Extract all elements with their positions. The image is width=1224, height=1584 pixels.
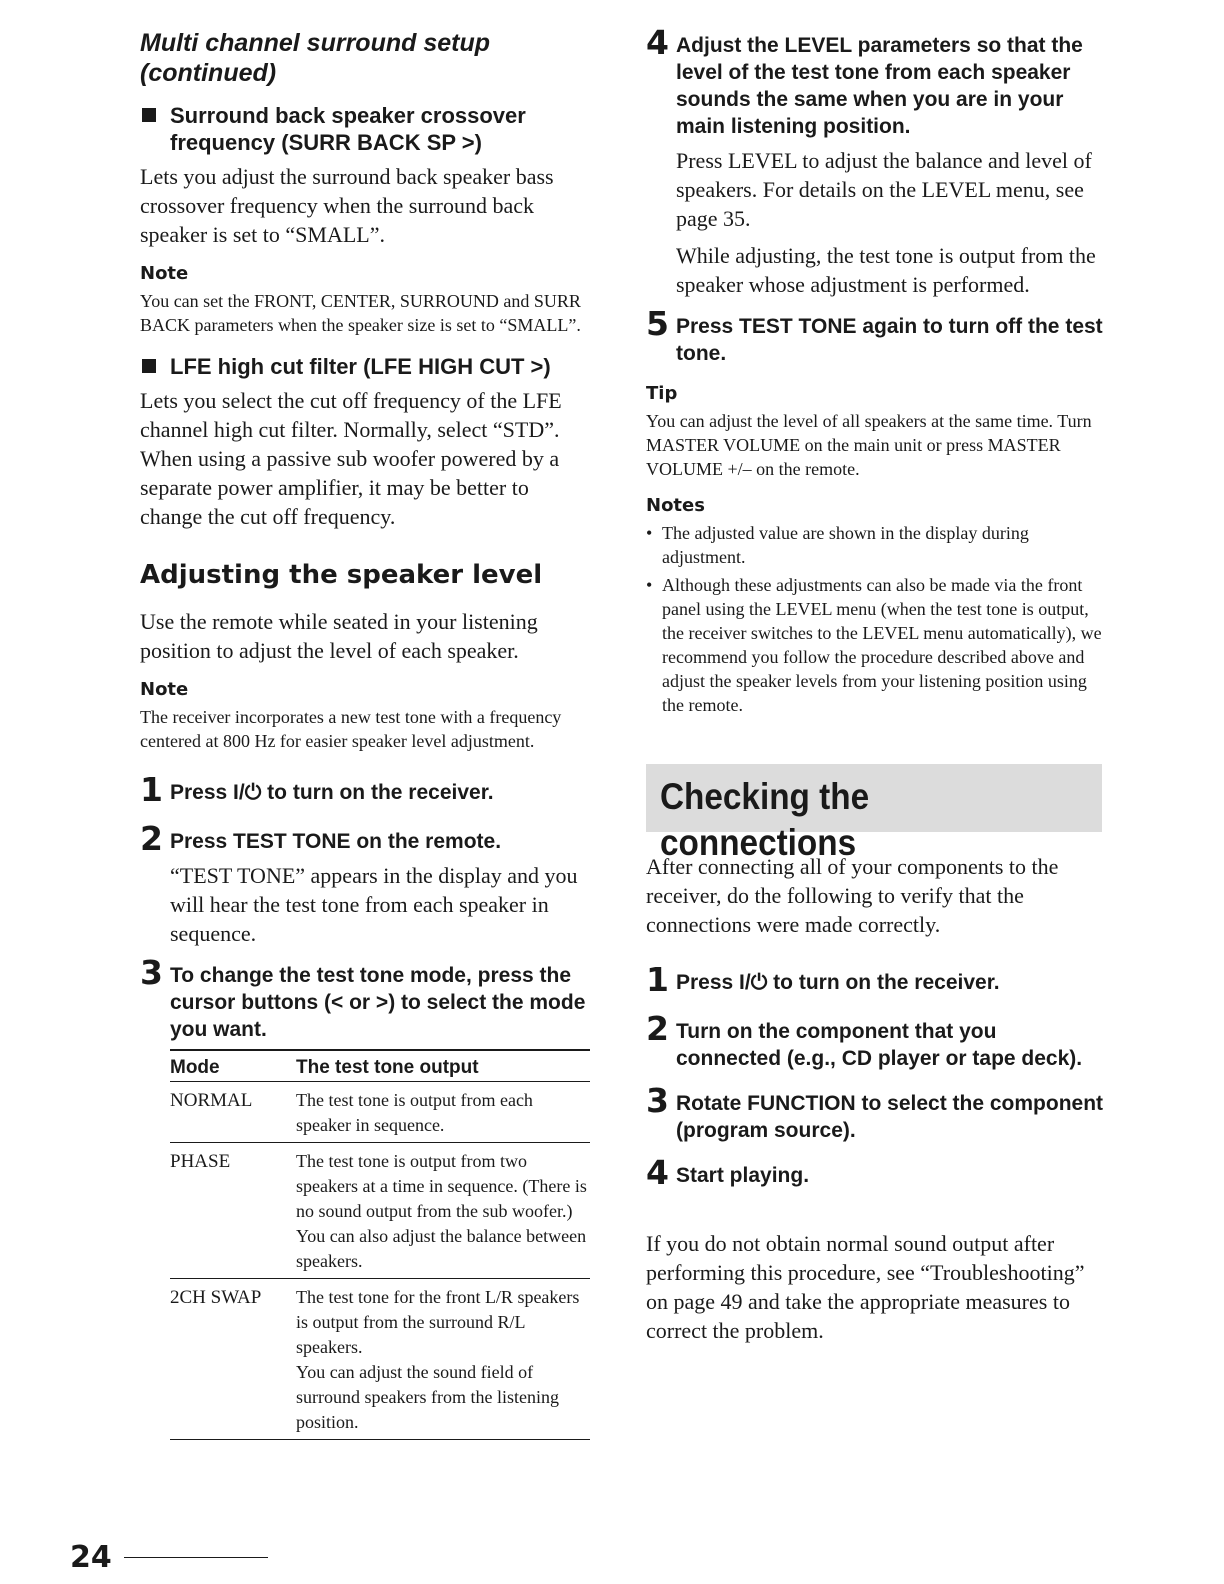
step-text: Adjust the LEVEL parameters so that the level of the test tone from each speaker sounds the same when you are in your main listening position. bbox=[676, 34, 1083, 138]
step-5 bbox=[646, 304, 1106, 367]
mode-cell: PHASE bbox=[170, 1143, 296, 1279]
page-rule bbox=[124, 1557, 268, 1558]
step-text: Press TEST TONE on the remote. bbox=[170, 830, 502, 853]
right-column bbox=[646, 23, 1106, 721]
closing-text: If you do not obtain normal sound output after performing this procedure, see “Troubleshooting” on page 49 and take the appropriate measures to correct the problem. bbox=[646, 1231, 1085, 1343]
output-desc: The test tone is output from each speaker in sequence. bbox=[296, 1090, 533, 1135]
step-4-body-2: While adjusting, the test tone is output from the speaker whose adjustment is performed. bbox=[676, 243, 1096, 297]
tip-text: You can adjust the level of all speakers at the same time. Turn MASTER VOLUME on the main unit or press MASTER VOLUME +/– on the remote. bbox=[646, 411, 1092, 479]
step-number: 5 bbox=[646, 304, 669, 343]
speaker-level-note: The receiver incorporates a new test tone with a frequency centered at 800 Hz for easier speaker level adjustment. bbox=[140, 707, 562, 751]
surr-back-heading-text: Surround back speaker crossover frequency (SURR BACK SP >) bbox=[170, 103, 526, 155]
lfe-body: Lets you select the cut off frequency of the LFE channel high cut filter. Normally, select “STD”. When using a passive sub woofer powered by a separate power amplifier, it may be better to change the cut off frequency. bbox=[140, 388, 562, 529]
step-text: To change the test tone mode, press the cursor buttons (< or >) to select the mode you want. bbox=[170, 964, 586, 1041]
step-text: Press I/⏻ to turn on the receiver. bbox=[170, 781, 494, 804]
surr-back-note: You can set the FRONT, CENTER, SURROUND and SURR BACK parameters when the speaker size is set to “SMALL”. bbox=[140, 291, 581, 335]
output-extra: You can adjust the sound field of surround speakers from the listening position. bbox=[296, 1362, 559, 1432]
check-step-2 bbox=[646, 1009, 1106, 1072]
col-header-output: The test tone output bbox=[296, 1050, 590, 1082]
table-row bbox=[170, 1143, 590, 1279]
surr-back-note-label: Note bbox=[140, 263, 189, 284]
step-text: Start playing. bbox=[676, 1164, 810, 1187]
step-number: 1 bbox=[140, 770, 163, 809]
output-cell bbox=[296, 1143, 590, 1279]
square-bullet-icon bbox=[142, 108, 156, 122]
table-row bbox=[170, 1082, 590, 1143]
output-desc: The test tone is output from two speakers at a time in sequence. (There is no sound output from the sub woofer.) bbox=[296, 1151, 587, 1221]
page-number: 24 bbox=[70, 1540, 112, 1575]
left-column bbox=[140, 28, 590, 1440]
right-column-lower bbox=[646, 852, 1106, 1355]
step-1 bbox=[140, 770, 590, 809]
step-number: 4 bbox=[646, 1153, 669, 1192]
step-text: Rotate FUNCTION to select the component (program source). bbox=[676, 1092, 1104, 1142]
output-cell bbox=[296, 1279, 590, 1440]
notes-list bbox=[646, 521, 1106, 717]
step-number: 3 bbox=[646, 1081, 669, 1120]
list-item: • Although these adjustments can also be made via the front panel using the LEVEL menu (when the test tone is output, the receiver switches to the LEVEL menu automatically), we recommend you follow the procedure described above and adjust the speaker levels from your listening position using the remote. bbox=[646, 573, 1106, 717]
step-text: Press I/⏻ to turn on the receiver. bbox=[676, 971, 1000, 994]
lfe-heading bbox=[140, 353, 590, 380]
mode-cell: 2CH SWAP bbox=[170, 1279, 296, 1440]
table-row bbox=[170, 1279, 590, 1440]
surr-back-heading bbox=[140, 102, 590, 156]
speaker-level-note-label: Note bbox=[140, 679, 189, 700]
step-4 bbox=[646, 23, 1106, 140]
lfe-heading-text: LFE high cut filter (LFE HIGH CUT >) bbox=[170, 354, 551, 379]
step-number: 3 bbox=[140, 953, 163, 992]
check-step-3 bbox=[646, 1081, 1106, 1144]
list-item: • The adjusted value are shown in the display during adjustment. bbox=[646, 521, 1106, 569]
notes-label: Notes bbox=[646, 495, 705, 516]
mode-cell: NORMAL bbox=[170, 1082, 296, 1143]
continued-title: Multi channel surround setup (continued) bbox=[140, 29, 491, 87]
section-banner bbox=[646, 764, 1102, 863]
output-desc: The test tone for the front L/R speakers is output from the surround R/L speakers. bbox=[296, 1287, 580, 1357]
test-tone-mode-table bbox=[170, 1049, 590, 1440]
step-number: 4 bbox=[646, 23, 669, 62]
step-number: 2 bbox=[140, 819, 163, 858]
speaker-level-intro: Use the remote while seated in your listening position to adjust the level of each speaker. bbox=[140, 609, 538, 663]
col-header-mode: Mode bbox=[170, 1050, 296, 1082]
step-4-body-1: Press LEVEL to adjust the balance and level of speakers. For details on the LEVEL menu, see page 35. bbox=[676, 148, 1092, 231]
surr-back-body: Lets you adjust the surround back speaker bass crossover frequency when the surround back speaker is set to “SMALL”. bbox=[140, 164, 554, 247]
output-extra: You can also adjust the balance between speakers. bbox=[296, 1226, 587, 1271]
check-intro: After connecting all of your components to the receiver, do the following to verify that the connections were made correctly. bbox=[646, 854, 1059, 937]
check-step-1 bbox=[646, 960, 1106, 999]
banner-title: Checking the connections bbox=[660, 776, 870, 863]
output-cell bbox=[296, 1082, 590, 1143]
step-number: 1 bbox=[646, 960, 669, 999]
step-2 bbox=[140, 819, 590, 858]
step-3 bbox=[140, 953, 590, 1043]
check-step-4 bbox=[646, 1153, 1106, 1192]
step-text: Press TEST TONE again to turn off the test tone. bbox=[676, 315, 1103, 365]
section-title-speaker-level: Adjusting the speaker level bbox=[140, 560, 543, 590]
table-header-row bbox=[170, 1050, 590, 1082]
tip-label: Tip bbox=[646, 383, 678, 404]
step-2-body: “TEST TONE” appears in the display and you will hear the test tone from each speaker in sequence. bbox=[170, 863, 578, 946]
step-number: 2 bbox=[646, 1009, 669, 1048]
step-text: Turn on the component that you connected (e.g., CD player or tape deck). bbox=[676, 1020, 1083, 1070]
square-bullet-icon bbox=[142, 359, 156, 373]
